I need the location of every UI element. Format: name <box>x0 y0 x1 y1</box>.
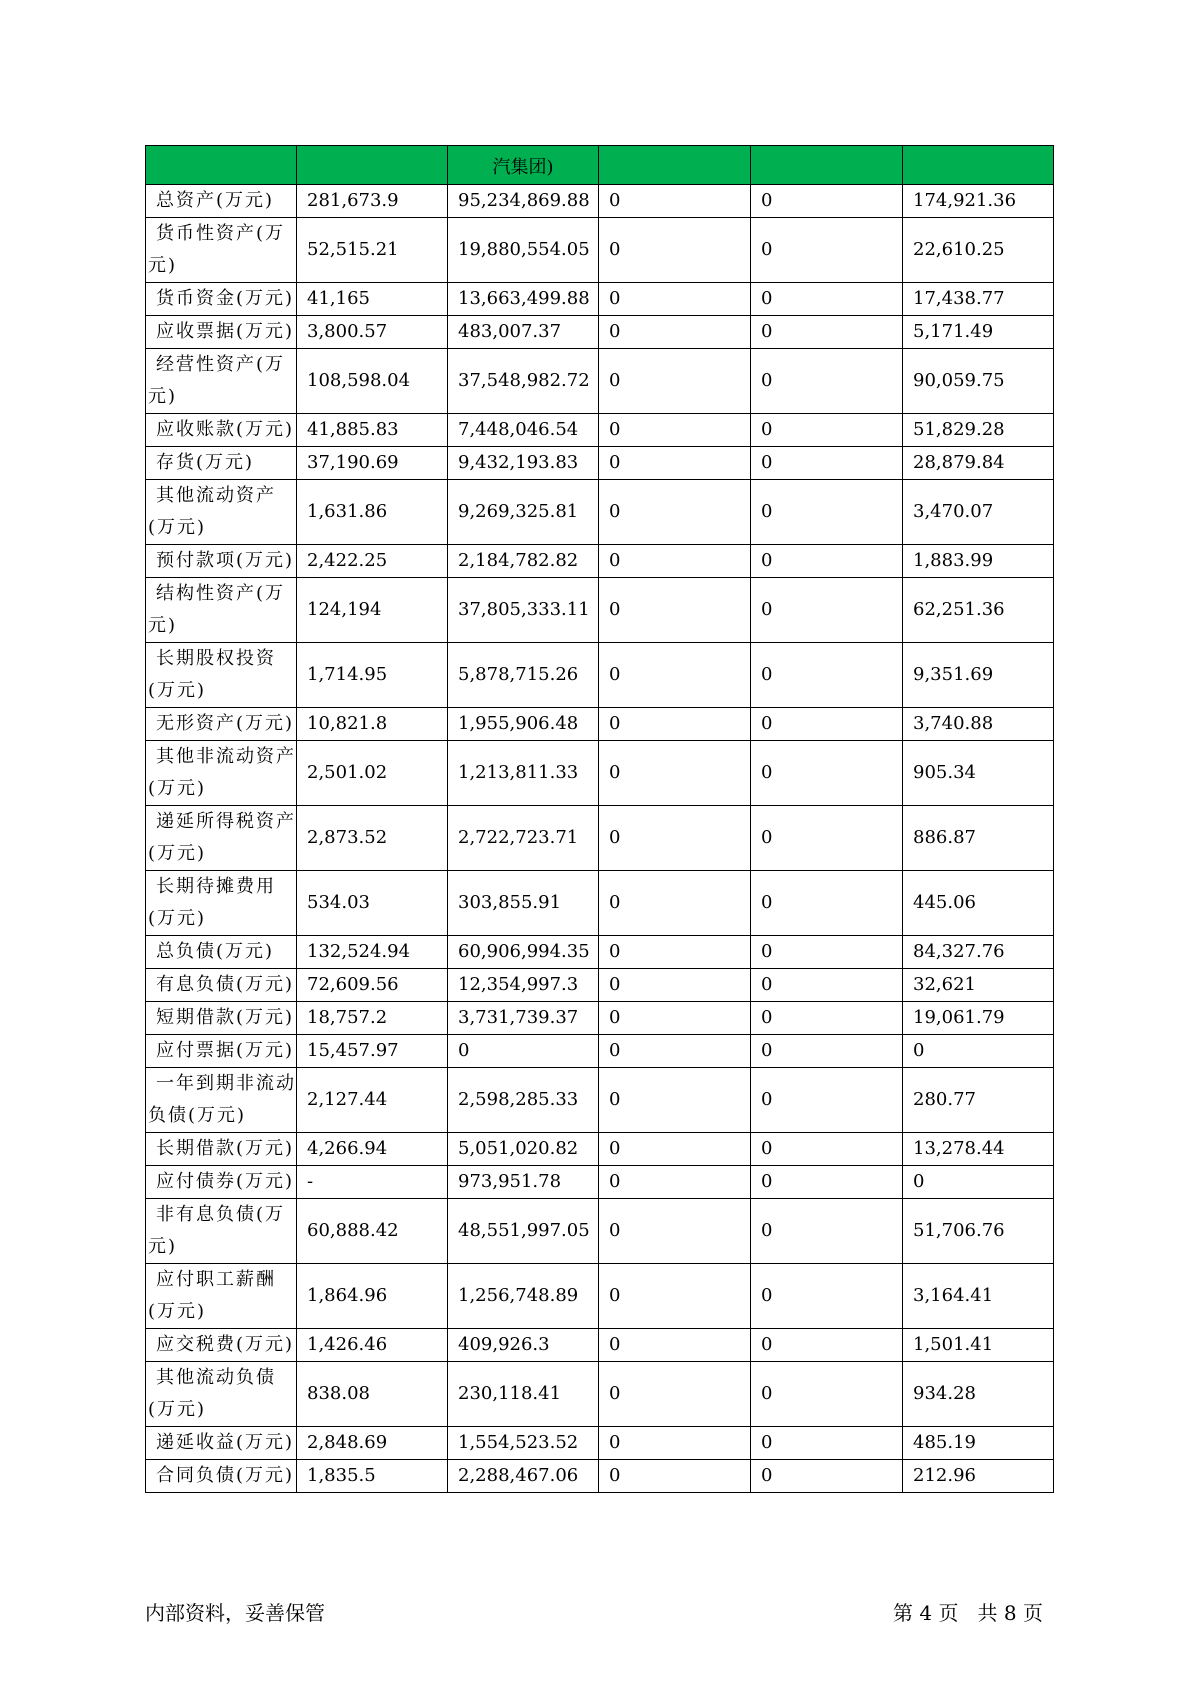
value-cell: 0 <box>599 349 751 414</box>
value-cell: 0 <box>751 806 903 871</box>
value-cell: 280.77 <box>903 1068 1054 1133</box>
value-cell: 0 <box>751 1460 903 1493</box>
value-cell: 0 <box>599 741 751 806</box>
value-cell: 0 <box>751 316 903 349</box>
value-cell: 37,190.69 <box>297 447 448 480</box>
value-cell: 19,061.79 <box>903 1002 1054 1035</box>
value-cell: 1,864.96 <box>297 1264 448 1329</box>
value-cell: 409,926.3 <box>448 1329 599 1362</box>
value-cell: 0 <box>751 1166 903 1199</box>
value-cell: 84,327.76 <box>903 936 1054 969</box>
header-cell <box>903 146 1054 185</box>
table-row <box>146 708 1054 741</box>
table-row <box>146 1068 1054 1133</box>
table-row <box>146 185 1054 218</box>
value-cell: 2,422.25 <box>297 545 448 578</box>
value-cell: 19,880,554.05 <box>448 218 599 283</box>
value-cell: 10,821.8 <box>297 708 448 741</box>
table-row <box>146 936 1054 969</box>
value-cell: 0 <box>751 1002 903 1035</box>
row-label: 应付债券(万元) <box>146 1166 297 1199</box>
header-cell <box>297 146 448 185</box>
value-cell: 1,955,906.48 <box>448 708 599 741</box>
value-cell: 32,621 <box>903 969 1054 1002</box>
value-cell: 5,878,715.26 <box>448 643 599 708</box>
value-cell: 0 <box>599 1002 751 1035</box>
table-row <box>146 480 1054 545</box>
value-cell: 51,706.76 <box>903 1199 1054 1264</box>
value-cell: 1,501.41 <box>903 1329 1054 1362</box>
row-label: 经营性资产(万元) <box>146 349 297 414</box>
row-label: 应收票据(万元) <box>146 316 297 349</box>
value-cell: 60,906,994.35 <box>448 936 599 969</box>
value-cell: 0 <box>599 447 751 480</box>
value-cell: 0 <box>599 969 751 1002</box>
value-cell: 0 <box>903 1166 1054 1199</box>
table-header-row <box>146 146 1054 185</box>
value-cell: 0 <box>751 185 903 218</box>
value-cell: 0 <box>599 871 751 936</box>
value-cell: 0 <box>599 545 751 578</box>
value-cell: 934.28 <box>903 1362 1054 1427</box>
value-cell: 2,848.69 <box>297 1427 448 1460</box>
header-cell <box>599 146 751 185</box>
table-row <box>146 643 1054 708</box>
value-cell: 62,251.36 <box>903 578 1054 643</box>
table-row <box>146 545 1054 578</box>
value-cell: 0 <box>599 316 751 349</box>
row-label: 合同负债(万元) <box>146 1460 297 1493</box>
table-row <box>146 1133 1054 1166</box>
value-cell: 2,288,467.06 <box>448 1460 599 1493</box>
value-cell: 0 <box>599 1035 751 1068</box>
value-cell: 0 <box>599 1427 751 1460</box>
table-row <box>146 578 1054 643</box>
value-cell: 0 <box>751 741 903 806</box>
value-cell: 2,873.52 <box>297 806 448 871</box>
row-label: 其他非流动资产(万元) <box>146 741 297 806</box>
value-cell: 0 <box>599 283 751 316</box>
value-cell: 28,879.84 <box>903 447 1054 480</box>
value-cell: 17,438.77 <box>903 283 1054 316</box>
footer-page-number: 第 4 页 共 8 页 <box>893 1601 1043 1625</box>
value-cell: 52,515.21 <box>297 218 448 283</box>
value-cell: 905.34 <box>903 741 1054 806</box>
value-cell: 174,921.36 <box>903 185 1054 218</box>
value-cell: 485.19 <box>903 1427 1054 1460</box>
row-label: 长期股权投资(万元) <box>146 643 297 708</box>
value-cell: 534.03 <box>297 871 448 936</box>
value-cell: 1,883.99 <box>903 545 1054 578</box>
value-cell: 95,234,869.88 <box>448 185 599 218</box>
value-cell: 1,213,811.33 <box>448 741 599 806</box>
row-label: 总资产(万元) <box>146 185 297 218</box>
header-cell <box>751 146 903 185</box>
table-row <box>146 283 1054 316</box>
value-cell: 0 <box>599 480 751 545</box>
value-cell: 0 <box>599 936 751 969</box>
value-cell: 0 <box>903 1035 1054 1068</box>
table-row <box>146 806 1054 871</box>
row-label: 存货(万元) <box>146 447 297 480</box>
value-cell: 5,171.49 <box>903 316 1054 349</box>
table-row <box>146 1199 1054 1264</box>
value-cell: 0 <box>751 1199 903 1264</box>
table-row <box>146 741 1054 806</box>
value-cell: 2,722,723.71 <box>448 806 599 871</box>
value-cell: 886.87 <box>903 806 1054 871</box>
table-row <box>146 218 1054 283</box>
value-cell: 2,184,782.82 <box>448 545 599 578</box>
row-label: 其他流动资产(万元) <box>146 480 297 545</box>
value-cell: 0 <box>751 1329 903 1362</box>
table-row <box>146 414 1054 447</box>
value-cell: 0 <box>751 1362 903 1427</box>
value-cell: 132,524.94 <box>297 936 448 969</box>
table-row <box>146 1362 1054 1427</box>
table-row <box>146 1166 1054 1199</box>
value-cell: 7,448,046.54 <box>448 414 599 447</box>
value-cell: 0 <box>448 1035 599 1068</box>
value-cell: 212.96 <box>903 1460 1054 1493</box>
value-cell: 0 <box>599 708 751 741</box>
row-label: 应付职工薪酬(万元) <box>146 1264 297 1329</box>
table-row <box>146 969 1054 1002</box>
row-label: 货币性资产(万元) <box>146 218 297 283</box>
row-label: 短期借款(万元) <box>146 1002 297 1035</box>
table-row <box>146 349 1054 414</box>
value-cell: 1,631.86 <box>297 480 448 545</box>
financial-data-table <box>145 145 1054 1493</box>
value-cell: 0 <box>599 806 751 871</box>
value-cell: 0 <box>751 969 903 1002</box>
table-row <box>146 871 1054 936</box>
value-cell: 303,855.91 <box>448 871 599 936</box>
value-cell: 973,951.78 <box>448 1166 599 1199</box>
value-cell: 0 <box>751 578 903 643</box>
value-cell: 12,354,997.3 <box>448 969 599 1002</box>
row-label: 有息负债(万元) <box>146 969 297 1002</box>
table-row <box>146 1264 1054 1329</box>
row-label: 预付款项(万元) <box>146 545 297 578</box>
value-cell: 0 <box>599 218 751 283</box>
value-cell: 2,501.02 <box>297 741 448 806</box>
value-cell: 281,673.9 <box>297 185 448 218</box>
value-cell: 230,118.41 <box>448 1362 599 1427</box>
value-cell: 18,757.2 <box>297 1002 448 1035</box>
value-cell: 838.08 <box>297 1362 448 1427</box>
row-label: 应收账款(万元) <box>146 414 297 447</box>
value-cell: 2,127.44 <box>297 1068 448 1133</box>
value-cell: 22,610.25 <box>903 218 1054 283</box>
table-body <box>146 146 1054 1493</box>
value-cell: 0 <box>599 1199 751 1264</box>
value-cell: 3,800.57 <box>297 316 448 349</box>
value-cell: 5,051,020.82 <box>448 1133 599 1166</box>
value-cell: 2,598,285.33 <box>448 1068 599 1133</box>
value-cell: 15,457.97 <box>297 1035 448 1068</box>
row-label: 无形资产(万元) <box>146 708 297 741</box>
value-cell: 37,548,982.72 <box>448 349 599 414</box>
value-cell: 0 <box>751 1068 903 1133</box>
value-cell: 0 <box>751 1133 903 1166</box>
table-row <box>146 316 1054 349</box>
value-cell: 3,731,739.37 <box>448 1002 599 1035</box>
value-cell: 3,164.41 <box>903 1264 1054 1329</box>
value-cell: 0 <box>599 185 751 218</box>
table-row <box>146 1427 1054 1460</box>
value-cell: 0 <box>599 1264 751 1329</box>
value-cell: 9,351.69 <box>903 643 1054 708</box>
value-cell: 1,714.95 <box>297 643 448 708</box>
value-cell: 0 <box>751 447 903 480</box>
value-cell: 3,740.88 <box>903 708 1054 741</box>
value-cell: 483,007.37 <box>448 316 599 349</box>
value-cell: 0 <box>599 578 751 643</box>
footer-confidential-note: 内部资料，妥善保管 <box>145 1601 325 1625</box>
row-label: 长期借款(万元) <box>146 1133 297 1166</box>
table-row <box>146 1002 1054 1035</box>
row-label: 应交税费(万元) <box>146 1329 297 1362</box>
table-row <box>146 1329 1054 1362</box>
value-cell: 0 <box>751 1264 903 1329</box>
value-cell: 0 <box>599 643 751 708</box>
row-label: 结构性资产(万元) <box>146 578 297 643</box>
value-cell: 0 <box>751 708 903 741</box>
value-cell: 0 <box>751 643 903 708</box>
value-cell: 1,426.46 <box>297 1329 448 1362</box>
row-label: 货币资金(万元) <box>146 283 297 316</box>
value-cell: 0 <box>751 349 903 414</box>
value-cell: 3,470.07 <box>903 480 1054 545</box>
value-cell: 445.06 <box>903 871 1054 936</box>
value-cell: 0 <box>751 414 903 447</box>
value-cell: 51,829.28 <box>903 414 1054 447</box>
value-cell: 9,269,325.81 <box>448 480 599 545</box>
value-cell: 37,805,333.11 <box>448 578 599 643</box>
header-cell-company: 汽集团) <box>448 146 599 185</box>
header-cell <box>146 146 297 185</box>
value-cell: 9,432,193.83 <box>448 447 599 480</box>
value-cell: 90,059.75 <box>903 349 1054 414</box>
value-cell: 41,885.83 <box>297 414 448 447</box>
value-cell: 0 <box>599 1068 751 1133</box>
row-label: 一年到期非流动负债(万元) <box>146 1068 297 1133</box>
value-cell: 4,266.94 <box>297 1133 448 1166</box>
value-cell: 60,888.42 <box>297 1199 448 1264</box>
row-label: 长期待摊费用(万元) <box>146 871 297 936</box>
row-label: 递延收益(万元) <box>146 1427 297 1460</box>
value-cell: 1,256,748.89 <box>448 1264 599 1329</box>
value-cell: 0 <box>751 1427 903 1460</box>
value-cell: 0 <box>751 218 903 283</box>
value-cell: 0 <box>751 545 903 578</box>
value-cell: 0 <box>599 1329 751 1362</box>
table-row <box>146 1460 1054 1493</box>
value-cell: 13,663,499.88 <box>448 283 599 316</box>
value-cell: 0 <box>599 1460 751 1493</box>
value-cell: 0 <box>751 480 903 545</box>
row-label: 应付票据(万元) <box>146 1035 297 1068</box>
row-label: 其他流动负债(万元) <box>146 1362 297 1427</box>
value-cell: - <box>297 1166 448 1199</box>
table-row <box>146 1035 1054 1068</box>
value-cell: 0 <box>751 1035 903 1068</box>
value-cell: 41,165 <box>297 283 448 316</box>
value-cell: 1,835.5 <box>297 1460 448 1493</box>
value-cell: 1,554,523.52 <box>448 1427 599 1460</box>
value-cell: 48,551,997.05 <box>448 1199 599 1264</box>
value-cell: 0 <box>751 871 903 936</box>
value-cell: 0 <box>599 1133 751 1166</box>
value-cell: 0 <box>599 1166 751 1199</box>
value-cell: 0 <box>751 936 903 969</box>
value-cell: 0 <box>599 414 751 447</box>
value-cell: 13,278.44 <box>903 1133 1054 1166</box>
value-cell: 0 <box>751 283 903 316</box>
value-cell: 0 <box>599 1362 751 1427</box>
value-cell: 124,194 <box>297 578 448 643</box>
value-cell: 108,598.04 <box>297 349 448 414</box>
table-row <box>146 447 1054 480</box>
row-label: 总负债(万元) <box>146 936 297 969</box>
value-cell: 72,609.56 <box>297 969 448 1002</box>
row-label: 非有息负债(万元) <box>146 1199 297 1264</box>
row-label: 递延所得税资产(万元) <box>146 806 297 871</box>
